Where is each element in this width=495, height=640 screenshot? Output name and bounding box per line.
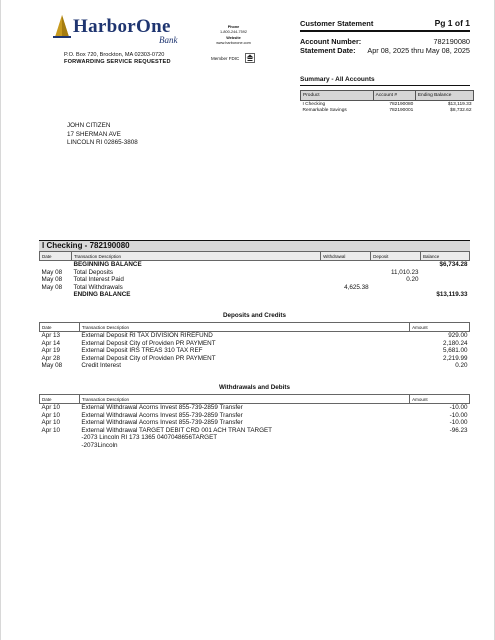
- withdrawal-date: Apr 10: [41, 404, 61, 411]
- activity-row: [40, 261, 470, 269]
- activity-row: [40, 269, 470, 277]
- bank-address: P.O. Box 720, Brockton, MA 02303-0720: [64, 52, 165, 58]
- website-value: www.harborone.com: [216, 41, 251, 46]
- summary-header-product: Product: [301, 91, 374, 101]
- statement-date-row: [300, 46, 470, 55]
- activity-row: [40, 284, 470, 292]
- customer-address: [67, 122, 138, 148]
- activity-deposit: 11,010.23: [390, 268, 419, 276]
- customer-street: 17 SHERMAN AVE: [67, 130, 121, 138]
- withdrawal-date: Apr 10: [41, 419, 61, 427]
- withdrawal-amount: -10.00: [449, 419, 468, 427]
- summary-balance: $13,119.33: [447, 101, 472, 107]
- summary-account: 782190001: [389, 107, 414, 113]
- header-withdrawal: Withdrawal: [321, 252, 371, 261]
- header-description: Transaction Description: [79, 395, 409, 404]
- deposit-row: [40, 347, 470, 355]
- withdrawal-date: Apr 10: [41, 411, 61, 419]
- activity-deposit: [371, 284, 421, 292]
- withdrawal-desc: External Withdrawal Acorns Invest 855-739-2859 Transfer: [81, 411, 243, 419]
- activity-deposit: [371, 261, 421, 269]
- deposit-row: [40, 362, 470, 370]
- equal-housing-icon: [245, 53, 255, 63]
- header-amount: Amount: [410, 323, 470, 332]
- withdrawal-desc: External Withdrawal TARGET DEBIT CRD 001 ACH TRAN TARGET: [81, 426, 273, 434]
- deposit-amount: 0.20: [455, 362, 468, 370]
- deposit-desc: External Deposit City of Providen PR PAYMENT: [81, 354, 216, 362]
- withdrawal-row: [40, 419, 470, 427]
- activity-desc: BEGINNING BALANCE: [73, 261, 142, 268]
- withdrawals-table: [39, 394, 470, 450]
- statement-header: [300, 18, 470, 32]
- withdrawal-row: [40, 412, 470, 420]
- withdrawal-amount: [410, 434, 470, 442]
- deposit-date: Apr 14: [41, 339, 61, 347]
- activity-withdrawal: [321, 269, 371, 277]
- logo-subtitle: Bank: [159, 35, 178, 45]
- summary-title: Summary - All Accounts: [300, 76, 470, 86]
- activity-balance: $6,734.28: [439, 261, 468, 268]
- withdrawal-date: [40, 434, 80, 442]
- activity-withdrawal: [321, 291, 371, 299]
- header-deposit: Deposit: [371, 252, 421, 261]
- account-section-bar: [39, 240, 470, 251]
- deposits-header-row: [40, 323, 470, 332]
- header-balance: Balance: [421, 252, 470, 261]
- website-label: Website: [226, 35, 241, 40]
- summary-balance: $8,732.62: [450, 107, 472, 113]
- deposit-date: Apr 13: [41, 332, 61, 339]
- withdrawals-title: Withdrawals and Debits: [219, 384, 290, 391]
- header-date: Date: [40, 252, 72, 261]
- withdrawal-desc: -2073 Lincoln RI 173 1365 0407048656TARGET: [81, 434, 218, 442]
- activity-balance: [421, 284, 470, 292]
- forwarding-notice: FORWARDING SERVICE REQUESTED: [64, 59, 171, 65]
- withdrawal-amount: -96.23: [449, 426, 468, 434]
- deposits-title: Deposits and Credits: [223, 312, 286, 319]
- customer-name: JOHN CITIZEN: [67, 122, 111, 129]
- bank-logo: [51, 14, 191, 44]
- activity-desc: Total Withdrawals: [73, 283, 123, 291]
- deposits-table: [39, 322, 470, 370]
- activity-balance: [421, 269, 470, 277]
- withdrawal-desc: -2073Lincoln: [81, 441, 118, 449]
- page-number: Pg 1 of 1: [434, 18, 470, 28]
- deposit-amount: 2,219.99: [442, 354, 468, 362]
- withdrawal-row: [40, 442, 470, 450]
- deposit-row: [40, 332, 470, 340]
- deposit-date: Apr 19: [41, 347, 61, 355]
- summary-table: [300, 90, 474, 113]
- account-section-title: I Checking - 782190080: [42, 241, 130, 250]
- customer-city: LINCOLN RI 02865-3808: [67, 139, 138, 147]
- withdrawal-desc: External Withdrawal Acorns Invest 855-739-2859 Transfer: [81, 419, 243, 427]
- statement-title: Customer Statement: [300, 19, 374, 28]
- summary-product: Remarkable Savings: [302, 107, 347, 113]
- withdrawal-row: [40, 434, 470, 442]
- withdrawal-amount: -10.00: [449, 404, 468, 411]
- activity-date: May 08: [41, 283, 63, 291]
- withdrawal-desc: External Withdrawal Acorns Invest 855-739-2859 Transfer: [81, 404, 243, 411]
- activity-desc: ENDING BALANCE: [73, 291, 131, 299]
- statement-date-label: Statement Date:: [300, 46, 356, 55]
- summary-account: 782190080: [389, 101, 414, 107]
- withdrawal-date: Apr 10: [41, 426, 61, 434]
- deposit-desc: External Deposit IRS TREAS 310 TAX REF: [81, 347, 203, 355]
- account-number-value: 782190080: [433, 37, 470, 46]
- activity-deposit: [371, 291, 421, 299]
- activity-withdrawal: 4,625.38: [344, 283, 369, 291]
- fdic-notice: Member FDIC: [211, 56, 240, 61]
- withdrawal-row: [40, 427, 470, 435]
- deposit-row: [40, 340, 470, 348]
- withdrawal-date: [40, 442, 80, 450]
- deposit-desc: Credit Interest: [81, 362, 121, 370]
- deposit-desc: External Deposit City of Providen PR PAYMENT: [81, 339, 216, 347]
- deposit-date: Apr 28: [41, 354, 61, 362]
- activity-row: [40, 291, 470, 299]
- account-activity-table: [39, 251, 470, 299]
- activity-row: [40, 276, 470, 284]
- activity-date: May 08: [41, 276, 63, 284]
- activity-balance: $13,119.33: [436, 291, 468, 299]
- header-description: Transaction Description: [71, 252, 320, 261]
- header-date: Date: [40, 395, 80, 404]
- header-description: Transaction Description: [79, 323, 409, 332]
- deposit-amount: 2,180.24: [442, 339, 468, 347]
- summary-row: [301, 107, 474, 113]
- activity-date: [40, 291, 72, 299]
- deposit-amount: 929.00: [448, 332, 468, 339]
- summary-product: I Checking: [302, 101, 326, 107]
- withdrawal-row: [40, 404, 470, 412]
- bank-contact: [206, 25, 261, 47]
- activity-desc: Total Interest Paid: [73, 276, 124, 284]
- withdrawal-amount: [410, 442, 470, 450]
- summary-header-row: [301, 91, 474, 101]
- deposit-row: [40, 355, 470, 363]
- activity-header-row: [40, 252, 470, 261]
- summary-header-balance: Ending Balance: [415, 91, 473, 101]
- lighthouse-icon: [51, 14, 73, 38]
- deposit-desc: External Deposit RI TAX DIVISION RIREFUND: [81, 332, 213, 339]
- withdrawals-header-row: [40, 395, 470, 404]
- activity-date: [40, 261, 72, 269]
- statement-date-value: Apr 08, 2025 thru May 08, 2025: [367, 46, 470, 55]
- activity-balance: [421, 276, 470, 284]
- activity-withdrawal: [321, 276, 371, 284]
- phone-value: 1-800-244-7592: [219, 30, 248, 35]
- account-number-label: Account Number:: [300, 37, 362, 46]
- header-amount: Amount: [410, 395, 470, 404]
- summary-header-account: Account #: [373, 91, 415, 101]
- withdrawal-amount: -10.00: [449, 411, 468, 419]
- deposit-amount: 5,681.00: [442, 347, 468, 355]
- phone-label: Phone: [227, 25, 240, 29]
- activity-deposit: 0.20: [406, 276, 419, 284]
- account-number-row: [300, 37, 470, 46]
- deposit-date: May 08: [41, 362, 63, 370]
- header-date: Date: [40, 323, 80, 332]
- activity-date: May 08: [41, 268, 63, 276]
- activity-desc: Total Deposits: [73, 268, 113, 276]
- logo-wordmark: HarborOne: [73, 16, 171, 37]
- activity-withdrawal: [321, 261, 371, 269]
